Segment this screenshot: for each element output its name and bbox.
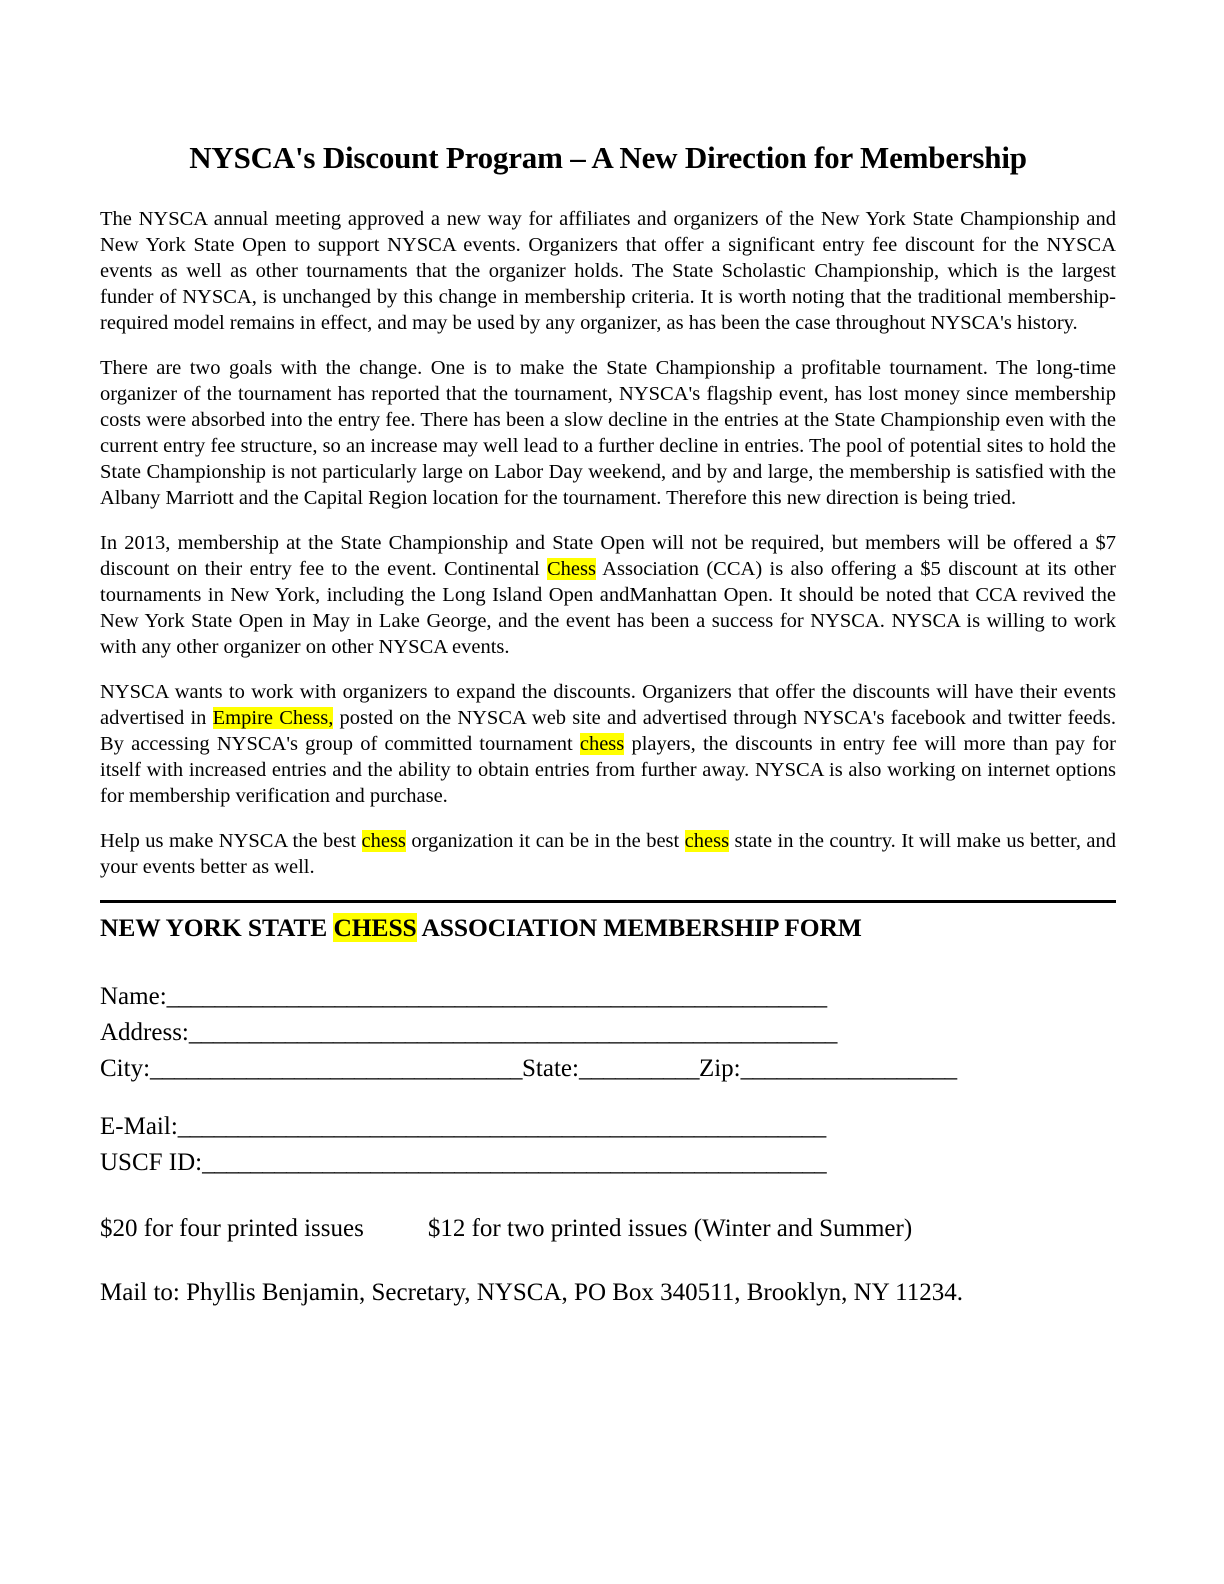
email-input-blank[interactable]: ______________________________________________________ xyxy=(177,1113,826,1140)
form-title-part-1: NEW YORK STATE xyxy=(100,913,334,942)
address-label: Address: xyxy=(100,1019,189,1046)
text-run: organization it can be in the best xyxy=(405,830,685,852)
article-body xyxy=(100,206,1116,880)
city-label: City: xyxy=(100,1055,151,1082)
zip-input-blank[interactable]: __________________ xyxy=(740,1055,957,1082)
form-title-highlight: CHESS xyxy=(333,913,417,942)
paragraph-3 xyxy=(100,530,1116,660)
address-input-blank[interactable]: ______________________________________________________ xyxy=(188,1019,837,1046)
page-title: NYSCA's Discount Program – A New Direction for Membership xyxy=(189,140,1027,175)
text-run: Help us make NYSCA the best xyxy=(100,830,362,852)
text-run: players, the discounts in entry fee will more than pay for itself with increased entries and the ability to obtain entries from further away. NYSCA is also working on internet options for membership verification and purchase. xyxy=(100,733,1116,807)
document-page xyxy=(100,0,1116,1584)
text-run: The NYSCA annual meeting approved a new way for affiliates and organizers of the New York State Championship and New York State Open to support NYSCA events. Organizers that offer a significant entry fee discount for the NYSCA events as well as other tournaments that the organizer holds. The State Scholastic Championship, which is the largest funder of NYSCA, is unchanged by this change in membership criteria. It is worth noting that the traditional membership-required model remains in effect, and may be used by any organizer, as has been the case throughout NYSCA's history. xyxy=(100,208,1116,334)
uscf-id-input-blank[interactable]: ____________________________________________________ xyxy=(202,1149,827,1176)
text-run: There are two goals with the change. One is to make the State Championship a profitable tournament. The long-time organizer of the tournament has reported that the tournament, NYSCA's flagship event, has lost money since membership costs were absorbed into the entry fee. There has been a slow decline in the entries at the State Championship even with the current entry fee structure, so an increase may well lead to a further decline in entries. The pool of potential sites to hold the State Championship is not particularly large on Labor Day weekend, and by and large, the membership is satisfied with the Albany Marriott and the Capital Region location for the tournament. Therefore this new direction is being tried. xyxy=(100,357,1116,509)
text-run: posted on the NYSCA web site and advertised through NYSCA's facebook and twitter feeds. By accessing NYSCA's group of committed tournament xyxy=(100,707,1116,755)
highlighted-text: chess xyxy=(579,733,625,755)
highlighted-text: chess xyxy=(684,830,730,852)
state-input-blank[interactable]: __________ xyxy=(578,1055,699,1082)
form-row-name xyxy=(100,979,1116,1015)
uscf-id-label: USCF ID: xyxy=(100,1149,203,1176)
form-row-city-state-zip xyxy=(100,1051,1116,1087)
highlighted-text: chess xyxy=(361,830,406,852)
paragraph-5 xyxy=(100,828,1116,880)
text-run: state in the country. It will make us better, and your events better as well. xyxy=(100,830,1116,878)
email-label: E-Mail: xyxy=(100,1113,178,1140)
paragraph-4 xyxy=(100,679,1116,809)
highlighted-text: Empire Chess, xyxy=(212,707,334,729)
form-title-part-2: ASSOCIATION MEMBERSHIP FORM xyxy=(416,913,862,942)
membership-form-title xyxy=(100,913,1116,943)
price-option-four-issues: $20 for four printed issues xyxy=(100,1215,364,1242)
zip-label: Zip: xyxy=(698,1055,741,1082)
text-run: In 2013, membership at the State Championship and State Open will not be required, but members will be offered a $7 discount on their entry fee to the event. Continental xyxy=(100,532,1116,580)
form-row-email xyxy=(100,1109,1116,1145)
paragraph-1 xyxy=(100,206,1116,336)
form-spacer xyxy=(100,1087,1116,1109)
city-input-blank[interactable]: _______________________________ xyxy=(150,1055,523,1082)
mail-to-line: Mail to: Phyllis Benjamin, Secretary, NYSCA, PO Box 340511, Brooklyn, NY 11234. xyxy=(100,1279,963,1306)
state-label: State: xyxy=(522,1055,579,1082)
text-run: NYSCA wants to work with organizers to expand the discounts. Organizers that offer the discounts will have their events advertised in xyxy=(100,681,1116,729)
form-row-uscf-id xyxy=(100,1145,1116,1181)
name-label: Name: xyxy=(100,983,167,1010)
form-row-address xyxy=(100,1015,1116,1051)
pricing-row xyxy=(100,1211,1116,1247)
section-divider xyxy=(100,900,1116,903)
membership-form-fields xyxy=(100,979,1116,1311)
price-option-two-issues: $12 for two printed issues (Winter and Summer) xyxy=(427,1215,913,1242)
text-run: Association (CCA) is also offering a $5 discount at its other tournaments in New York, including the Long Island Open andManhattan Open. It should be noted that CCA revived the New York State Open in May in Lake George, and the event has been a success for NYSCA. NYSCA is willing to work with any other organizer on other NYSCA events. xyxy=(100,558,1117,658)
highlighted-text: Chess xyxy=(547,558,596,580)
paragraph-2 xyxy=(100,355,1116,511)
name-input-blank[interactable]: _______________________________________________________ xyxy=(166,983,827,1010)
